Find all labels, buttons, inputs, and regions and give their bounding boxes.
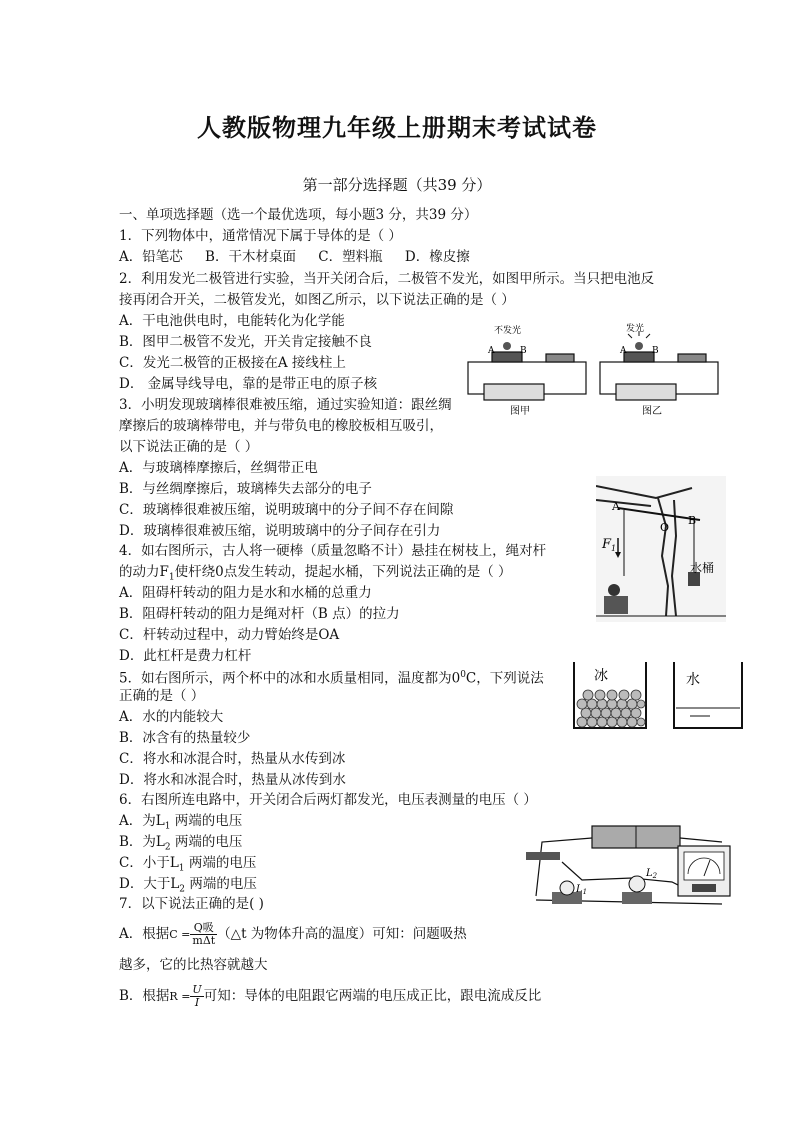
q4-option-a: A．阻碍杆转动的阻力是水和水桶的总重力 [119, 585, 372, 601]
q5-fig-ice: 冰 [594, 668, 608, 684]
q6-stem: 6．右图所连电路中，开关闭合后两灯都发光，电压表测量的电压（ ） [119, 792, 537, 808]
q7-a-numerator: Q吸 [190, 922, 217, 935]
q6-fig-l1-sub: 1 [582, 888, 588, 896]
q3-option-b: B．与丝绸摩擦后，玻璃棒失去部分的电子 [119, 481, 372, 497]
q7-b-pre: B．根据 [119, 988, 170, 1004]
q6-fig-l2-letter: L [646, 868, 653, 879]
q2-fig-label-left: 不发光 [494, 326, 522, 336]
q4-option-c: C．杆转动过程中，动力臂始终是OA [119, 627, 340, 643]
q5-stem1: 5．如右图所示，两个杯中的冰和水质量相同，温度都为0 [119, 670, 461, 687]
instruction: 一、单项选择题（选一个最优选项，每小题3 分，共39 分） [119, 207, 478, 223]
q2-led-circuit-figure [462, 322, 730, 420]
q3-option-a: A．与玻璃棒摩擦后，丝绸带正电 [119, 460, 318, 476]
q7-option-b [119, 982, 541, 1011]
q2-option-c: C．发光二极管的正极接在A 接线柱上 [119, 355, 346, 371]
q7-a-denominator: mΔt [192, 934, 216, 947]
q6-voltmeter-circuit-figure [522, 822, 736, 914]
q5-option-a: A．水的内能较大 [119, 709, 224, 725]
q7-b-post: 可知：导体的电阻跟它两端的电压成正比，跟电流成反比 [203, 988, 542, 1004]
q5-option-d: D．将水和冰混合时，热量从冰传到水 [119, 772, 346, 788]
q2-fig-a-left: A [488, 346, 495, 356]
q5-option-b: B．冰含有的热量较少 [119, 730, 251, 746]
q3-stem-line1: 3．小明发现玻璃棒很难被压缩，通过实验知道：跟丝绸 [119, 397, 452, 413]
q2-fig-a-right: A [620, 346, 627, 356]
q4-fig-bucket: 水桶 [690, 561, 715, 575]
q7-b-denominator: I [194, 996, 200, 1009]
q6-option-b-post: 两端的电压 [170, 834, 243, 850]
q3-stem-line3: 以下说法正确的是（ ） [119, 439, 259, 455]
q4-option-d: D．此杠杆是费力杠杆 [119, 648, 252, 664]
q6-option-b-pre: B．为L [119, 834, 165, 850]
q3-stem-line2: 摩擦后的玻璃棒带电，并与带负电的橡胶板相互吸引， [119, 418, 443, 434]
q6-option-a-sub: 1 [164, 821, 171, 832]
q2-option-d: D． 金属导线导电，靠的是带正电的原子核 [119, 376, 378, 392]
q5-stem1-sup: 0 [460, 670, 466, 680]
q5-ice-water-cups-figure [570, 660, 744, 730]
q7-a-formula-lhs: C = [169, 928, 191, 941]
q7-option-a [119, 920, 467, 949]
q5-stem-line2: 正确的是（ ） [119, 688, 205, 704]
section-title: 第一部分选择题（共39 分） [302, 176, 492, 194]
q2-fig-caption-left: 图甲 [510, 406, 530, 417]
q6-option-d-post: 两端的电压 [185, 876, 257, 892]
q2-fig-label-right: 发光 [626, 324, 645, 334]
q4-lever-tree-figure [596, 476, 726, 622]
q4-fig-o: O [660, 521, 670, 534]
q5-stem-line1 [119, 665, 544, 689]
q4-stem2-sub: 1 [168, 572, 175, 583]
q6-option-a-post: 两端的电压 [170, 813, 243, 829]
q7-b-fraction [190, 984, 203, 1009]
q6-option-b-sub: 2 [164, 842, 171, 853]
q4-fig-f-sub: 1 [611, 544, 617, 553]
q2-option-b: B．图甲二极管不发光，开关肯定接触不良 [119, 334, 372, 350]
q1-option-c: C．塑料瓶 [318, 249, 383, 265]
q1-stem: 1．下列物体中，通常情况下属于导体的是（ ） [119, 228, 402, 244]
q7-b-numerator: U [192, 983, 202, 996]
q6-option-a-pre: A．为L [119, 813, 165, 829]
q6-fig-l2 [645, 868, 658, 880]
q2-stem-line2: 接再闭合开关，二极管发光，如图乙所示，以下说法正确的是（ ） [119, 292, 515, 308]
q1-option-d: D．橡皮擦 [404, 249, 470, 265]
q3-option-d: D．玻璃棒很难被压缩，说明玻璃中的分子间存在引力 [119, 523, 441, 539]
q6-option-c-sub: 1 [178, 863, 185, 874]
q6-option-c-pre: C．小于L [119, 855, 179, 871]
q5-stem1-end: C，下列说法 [465, 670, 544, 687]
q4-fig-a: A [612, 500, 620, 513]
q7-b-formula-lhs: R = [169, 990, 191, 1003]
q4-fig-f: F [602, 537, 612, 552]
q6-option-d-pre: D．大于L [119, 876, 180, 892]
q6-fig-l1-letter: L [576, 884, 583, 895]
q7-stem: 7．以下说法正确的是( ) [119, 896, 264, 912]
q2-stem-line1: 2．利用发光二极管进行实验，当开关闭合后，二极管不发光，如图甲所示。当只把电池反 [119, 271, 655, 287]
q4-fig-b: B [688, 514, 697, 527]
q7-option-a-line2: 越多，它的比热容就越大 [119, 957, 268, 973]
q1-options [119, 247, 488, 267]
q5-option-c: C．将水和冰混合时，热量从水传到冰 [119, 751, 346, 767]
q6-fig-l1 [575, 884, 587, 896]
q7-a-post: （△t 为物体升高的温度）可知：问题吸热 [217, 926, 467, 942]
q2-fig-caption-right: 图乙 [642, 406, 662, 417]
q4-stem-line1: 4．如右图所示，古人将一硬棒（质量忽略不计）悬挂在树枝上，绳对杆 [119, 543, 547, 559]
q4-stem2-pre: 的动力F [119, 564, 169, 580]
q2-fig-b-right: B [652, 346, 659, 356]
q1-option-b: B．干木材桌面 [205, 249, 296, 265]
q2-option-a: A．干电池供电时，电能转化为化学能 [119, 313, 345, 329]
q6-fig-l2-sub: 2 [652, 872, 658, 880]
page-title: 人教版物理九年级上册期末考试试卷 [197, 113, 597, 142]
q3-option-c: C．玻璃棒很难被压缩，说明玻璃中的分子间不存在间隙 [119, 502, 454, 518]
q7-a-pre: A．根据 [119, 926, 170, 942]
q7-a-fraction [190, 922, 217, 947]
q4-stem2-post: 使杆绕0点发生转动，提起水桶，下列说法正确的是（ ） [174, 564, 512, 580]
q5-fig-water: 水 [686, 672, 700, 688]
q1-option-a: A．铅笔芯 [119, 249, 183, 265]
q6-option-d-sub: 2 [179, 884, 186, 895]
q6-option-c-post: 两端的电压 [184, 855, 257, 871]
q4-option-b: B．阻碍杆转动的阻力是绳对杆（B 点）的拉力 [119, 606, 400, 622]
q2-fig-b-left: B [520, 346, 527, 356]
